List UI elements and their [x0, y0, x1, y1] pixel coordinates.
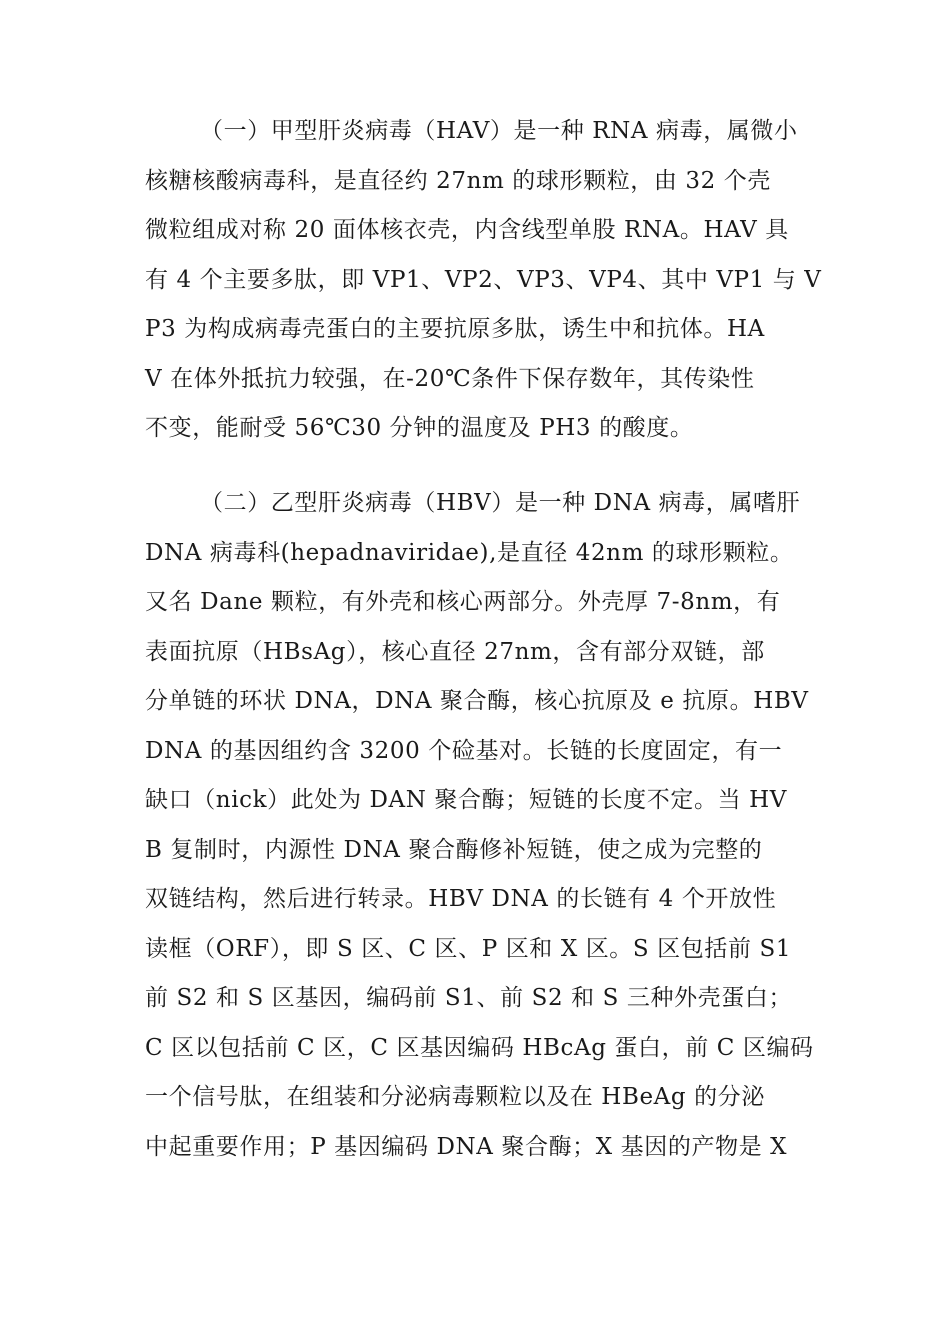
- text-line: 表面抗原（HBsAg），核心直径 27nm，含有部分双链，部: [145, 638, 765, 665]
- text-line: 又名 Dane 颗粒，有外壳和核心两部分。外壳厚 7-8nm，有: [145, 589, 781, 615]
- text-line: （一）甲型肝炎病毒（HAV）是一种 RNA 病毒，属微小: [200, 118, 798, 144]
- text-line: V 在体外抵抗力较强，在-20℃条件下保存数年，其传染性: [145, 365, 755, 392]
- text-line: （二）乙型肝炎病毒（HBV）是一种 DNA 病毒，属嗜肝: [200, 490, 801, 516]
- text-line: 分单链的环状 DNA，DNA 聚合酶，核心抗原及 e 抗原。HBV: [145, 688, 809, 714]
- text-line: B 复制时，内源性 DNA 聚合酶修补短链，使之成为完整的: [145, 836, 763, 863]
- text-line: 不变，能耐受 56℃30 分钟的温度及 PH3 的酸度。: [145, 415, 694, 441]
- text-line: P3 为构成病毒壳蛋白的主要抗原多肽，诱生中和抗体。HA: [145, 316, 765, 342]
- text-line: 有 4 个主要多肽，即 VP1、VP2、VP3、VP4、其中 VP1 与 V: [145, 266, 822, 293]
- text-line: DNA 的基因组约含 3200 个硷基对。长链的长度固定，有一: [145, 737, 783, 764]
- paragraph-hbv: [145, 479, 814, 1172]
- text-line: 微粒组成对称 20 面体核衣壳，内含线型单股 RNA。HAV 具: [145, 217, 789, 243]
- text-line: 缺口（nick）此处为 DAN 聚合酶；短链的长度不定。当 HV: [145, 787, 787, 813]
- text-line: C 区以包括前 C 区，C 区基因编码 HBcAg 蛋白，前 C 区编码: [145, 1034, 814, 1061]
- text-line: 核糖核酸病毒科，是直径约 27nm 的球形颗粒，由 32 个壳: [145, 167, 771, 194]
- text-line: 双链结构，然后进行转录。HBV DNA 的长链有 4 个开放性: [145, 886, 777, 912]
- paragraph-hav: [145, 107, 822, 454]
- text-line: 中起重要作用；P 基因编码 DNA 聚合酶；X 基因的产物是 X: [145, 1133, 788, 1160]
- text-line: DNA 病毒科(hepadnaviridae),是直径 42nm 的球形颗粒。: [145, 539, 794, 566]
- text-line: 前 S2 和 S 区基因，编码前 S1、前 S2 和 S 三种外壳蛋白；: [145, 985, 793, 1011]
- text-line: 一个信号肽，在组装和分泌病毒颗粒以及在 HBeAg 的分泌: [145, 1084, 765, 1110]
- text-line: 读框（ORF），即 S 区、C 区、P 区和 X 区。S 区包括前 S1: [145, 935, 792, 962]
